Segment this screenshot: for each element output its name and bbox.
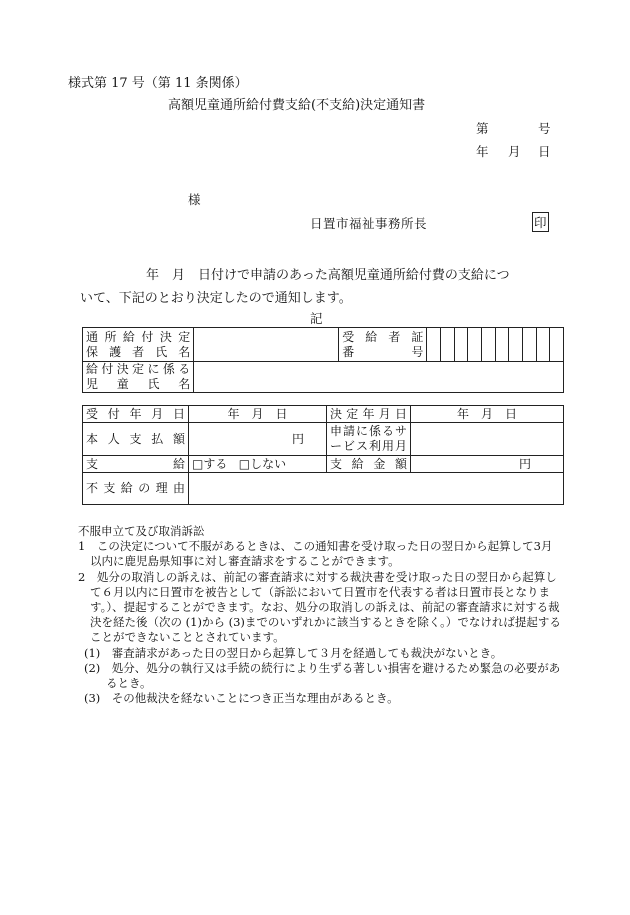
self-pay-amount-field[interactable] [189, 423, 327, 456]
service-month-label: 申請に係るサ ービス利用月 [327, 423, 411, 456]
certificate-digit-4[interactable] [468, 328, 482, 362]
received-date-label: 受付年月日 [83, 406, 189, 423]
issuer-name: 日置市福祉事務所長 [310, 216, 428, 231]
form-number: 様式第 17 号（第 11 条関係） [68, 76, 248, 91]
doc-number-go: 号 [538, 121, 551, 136]
yen-unit: 円 [291, 431, 304, 446]
service-month-field[interactable] [411, 423, 564, 456]
payment-amount-field[interactable] [411, 456, 564, 473]
notes-heading: 不服申立て及び取消訴訟 [78, 524, 205, 538]
seal-mark: 印 [532, 212, 549, 232]
date-day: 日 [538, 144, 551, 159]
decision-date-label: 決定年月日 [327, 406, 411, 423]
yen-unit: 円 [518, 456, 531, 471]
self-pay-label: 本人支払額 [83, 423, 189, 456]
certificate-digit-3[interactable] [454, 328, 468, 362]
certificate-digit-6[interactable] [495, 328, 509, 362]
certificate-digit-10[interactable] [550, 328, 564, 362]
decision-table [82, 405, 564, 505]
notes-item-2: 2 処分の取消しの訴えは、前記の審査請求に対する裁決書を受け取った日の翌日から起算して６月以内に日置市を被告として（訴訟において日置市を代表する者は日置市長となります。）、提起することができます。なお、処分の取消しの訴えは、前記の審査請求に対する裁決を経た後（次の (1)から (3)までのいずれかに該当するときを除く。）でなければ提起することができないこととされています。 [78, 569, 561, 645]
certificate-digit-5[interactable] [482, 328, 496, 362]
notes-sub-2: (2) 処分、処分の執行又は手続の続行により生ずる著しい損害を避けるため緊急の必要があるとき。 [84, 660, 561, 691]
date-month: 月 [508, 144, 521, 159]
body-line-1: 年 月 日付けで申請のあった高額児童通所給付費の支給につ [146, 268, 510, 283]
doc-number-dai: 第 [476, 121, 489, 136]
notes-sub-3: (3) その他裁決を経ないことにつき正当な理由があるとき。 [84, 691, 399, 706]
notes-sub-1: (1) 審査請求があった日の翌日から起算して３月を経過しても裁決がないとき。 [84, 645, 503, 660]
received-date-value[interactable]: 年 月 日 [189, 406, 327, 423]
body-line-2: いて、下記のとおり決定したので通知します。 [80, 291, 352, 306]
child-name-field[interactable] [194, 362, 564, 393]
document-title: 高額児童通所給付費支給(不支給)決定通知書 [168, 98, 426, 113]
child-name-label: 給付決定に係る 児童氏名 [83, 362, 194, 393]
certificate-digit-8[interactable] [522, 328, 536, 362]
certificate-digit-9[interactable] [536, 328, 550, 362]
appeal-notes [78, 524, 563, 706]
guardian-label: 通所給付決定 保護者氏名 [83, 328, 194, 362]
payment-amount-label: 支給金額 [327, 456, 411, 473]
certificate-digit-7[interactable] [509, 328, 523, 362]
guardian-name-field[interactable] [194, 328, 339, 362]
decision-date-value[interactable]: 年 月 日 [411, 406, 564, 423]
notes-item-1: 1 この決定について不服があるときは、この通知書を受け取った日の翌日から起算して3月以内に鹿児島県知事に対し審査請求をすることができます。 [78, 539, 553, 569]
date-year: 年 [476, 144, 489, 159]
payment-options [189, 456, 327, 473]
payment-label: 支 給 [83, 456, 189, 473]
reason-label: 不支給の理由 [83, 473, 189, 505]
payment-yes-checkbox[interactable]: □する [192, 456, 228, 471]
certificate-digit-1[interactable] [427, 328, 441, 362]
reason-field[interactable] [189, 473, 564, 505]
applicant-table [82, 327, 564, 393]
payment-no-checkbox[interactable]: □しない [238, 456, 287, 471]
certificate-number-label: 受給者証 番 号 [339, 328, 427, 362]
ki-heading: 記 [310, 311, 323, 326]
addressee-sama: 様 [188, 192, 201, 207]
certificate-digit-2[interactable] [441, 328, 455, 362]
